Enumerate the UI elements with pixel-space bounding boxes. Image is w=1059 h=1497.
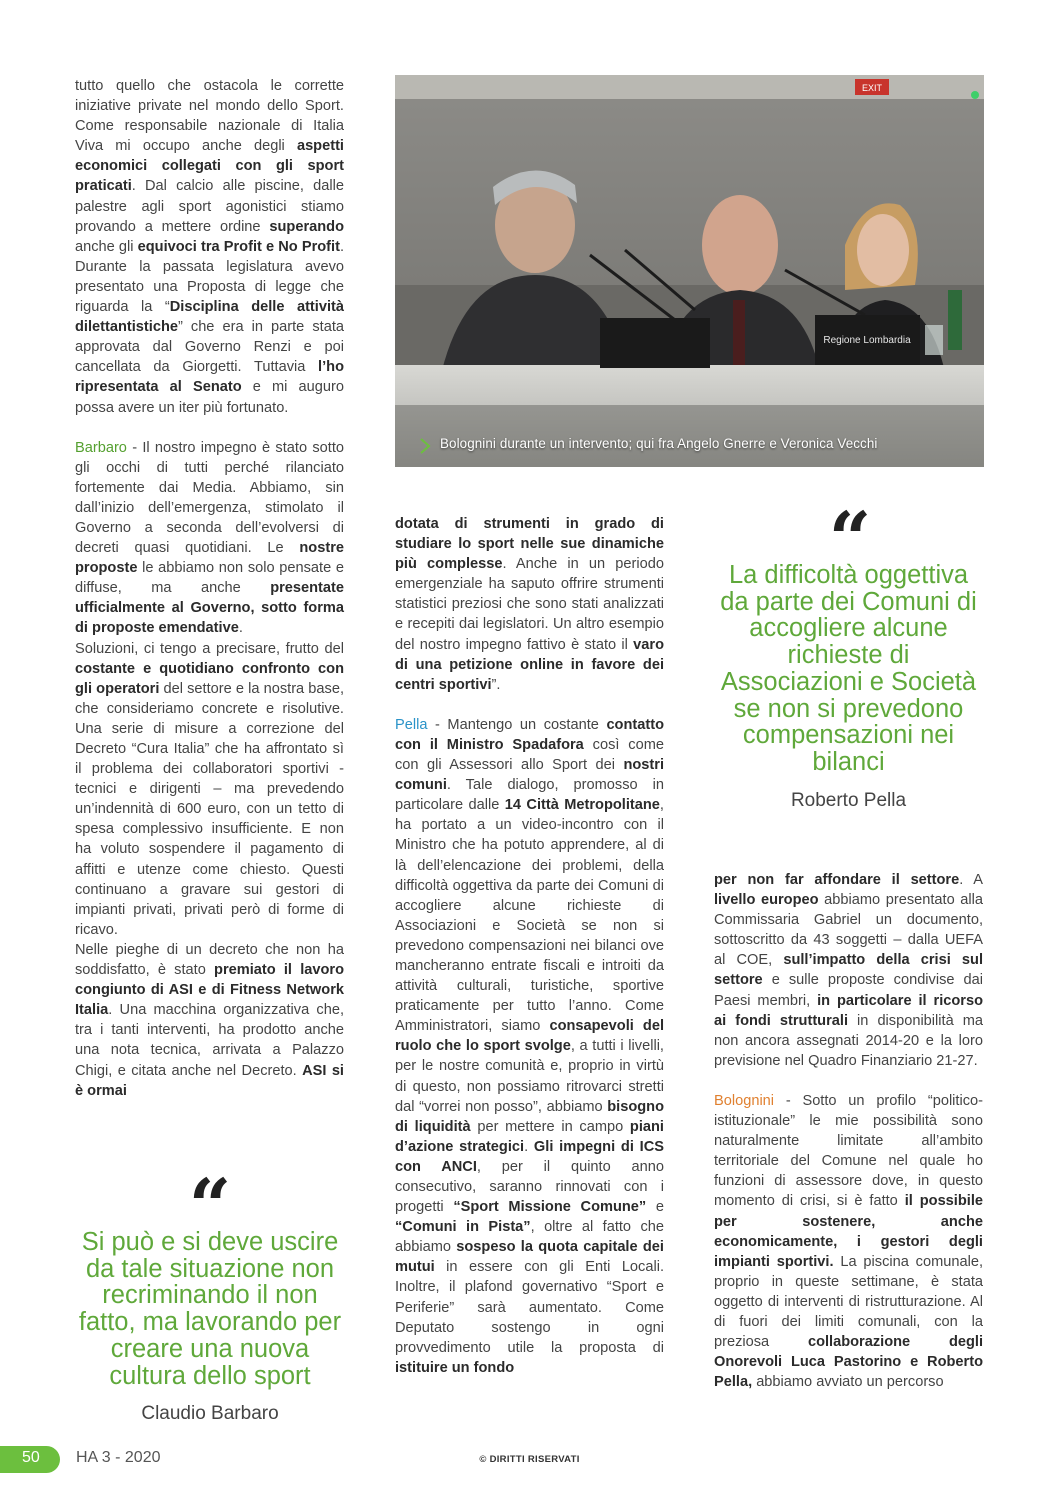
quote-mark-icon: “	[828, 497, 872, 583]
conference-photo	[395, 75, 984, 467]
text-run: .	[524, 1138, 534, 1155]
highlight-text: consapevoli del ruolo che lo sport svolge	[395, 1018, 664, 1055]
text-run: . Dal calcio alle piscine, dalle palestre agli sport agonistici stiamo provando a mettere ordine	[75, 178, 344, 235]
text-run: tutto quello che ostacola le corrette iniziative private nel mondo dello Sport. Come responsabile nazionale di Italia Viva mi occupo anche degli	[75, 78, 344, 155]
text-run: La piscina comunale, proprio in queste settimane, è stata oggetto di interventi di ristrutturazione. Al di fuori dei limiti comunali, con la preziosa	[714, 1253, 984, 1351]
highlight-text: piani d’azione strategici	[395, 1118, 664, 1155]
text-run: del settore e la nostra base, che consideriamo concrete e risolutive. Una serie di misure a correzione del Decreto “Cura Italia” che ha affrontato sì il problema dei collaboratori sportivi - tecnici e dirigenti – ma prevedendo un’indennità di 600 euro, con un tetto di spesa complessivo insufficiente. E non ha voluto sospendere il pagamento di affitti e utenze come chiesto. Questi continuano a gravare sui gestori di impianti privati, privati però di forme di ricavo.	[75, 680, 345, 938]
highlight-text: ASI si è ormai	[75, 1062, 344, 1099]
photo-caption-text: Bolognini durante un intervento; qui fra Angelo Gnerre e Veronica Vecchi	[440, 436, 878, 451]
text-run: . A	[959, 872, 983, 888]
highlight-text: premiato il lavoro congiunto di ASI e di Fitness Network Italia	[75, 962, 344, 1019]
text-run: per mettere in campo	[470, 1118, 630, 1135]
text-run: e	[646, 1199, 665, 1216]
text-run: , oltre al fatto che abbiamo	[395, 1219, 664, 1256]
paragraph-bolognini	[714, 1091, 983, 1392]
highlight-text: collaborazione degli Onorevoli Luca Pastorino e Roberto Pella,	[714, 1334, 983, 1391]
text-run: - Sotto un profilo “politico-istituzionale” le mie possibilità sono naturalmente limitate all’ambito territoriale del Comune nel quale ho funzioni di assessore dove, in questo momento di crisi, si è fatto	[714, 1092, 983, 1210]
highlight-text: contatto con il Ministro Spadafora	[395, 716, 664, 753]
highlight-text: “Comuni in Pista”	[395, 1219, 531, 1236]
text-run: e sulle proposte condivise dai Paesi membri,	[714, 972, 983, 1009]
highlight-text: sull’impatto della crisi sul settore	[714, 952, 983, 989]
highlight-text: il possibile per sostenere, anche economicamente, i gestori degli impianti sportivi.	[714, 1193, 983, 1270]
text-run: abbiamo avviato un percorso	[752, 1374, 944, 1391]
highlight-text: dotata di strumenti in grado di studiare lo sport nelle sue dinamiche più complesse	[395, 516, 664, 573]
highlight-text: in particolare il ricorso ai fondi strutturali	[714, 992, 983, 1029]
paragraph-solutions	[75, 639, 344, 940]
page-number: 50	[22, 1449, 40, 1466]
paragraph-pella	[395, 715, 664, 1378]
speaker-name: Pella	[395, 716, 428, 733]
text-run: in essere con gli Enti Locali. Inoltre, il plafond governativo “Sport e Periferie” sarà aumentato. Come Deputato sostengo in ogni provvedimento utile la proposta di	[395, 1259, 664, 1356]
text-run: Nelle pieghe di un decreto che non ha soddisfatto, è stato	[75, 941, 344, 979]
issue-label: HA 3 - 2020	[76, 1449, 161, 1466]
article-column-2	[395, 514, 664, 1378]
text-run: . Anche in un periodo emergenziale ha saputo offrire strumenti statistici preziosi che sono stati analizzati e recepiti dai legislatori. Un altro esempio del nostro impegno fattivo è stato il	[395, 556, 664, 653]
pull-quote-author-barbaro: Claudio Barbaro	[141, 1403, 279, 1424]
highlight-text: per non far affondare il settore	[714, 872, 960, 888]
text-run: .	[238, 620, 243, 637]
highlight-text: l’ho ripresentata al Senato	[75, 359, 344, 396]
highlight-text: equivoci tra Profit e No Profit	[137, 238, 340, 255]
paragraph-barbaro	[75, 438, 344, 639]
paragraph-decree	[75, 940, 344, 1101]
highlight-text: superando	[269, 218, 344, 235]
chevron-right-icon	[418, 438, 432, 454]
text-run: , a tutti i livelli, per le nostre comunità e, proprio in virtù di questo, non possiamo ritrovarci stretti dal “vorrei non posso”, abbiamo	[395, 1038, 664, 1115]
quote-mark-icon: “	[188, 1164, 232, 1250]
article-column-3	[714, 870, 983, 1392]
speaker-name: Bolognini	[714, 1092, 775, 1109]
paragraph-asi-tools	[395, 514, 664, 695]
pull-quote-pella: La difficoltà oggettiva da parte dei Comuni di accogliere alcune richieste di Associazioni e Società se non si prevedono compensazioni nei bilanci	[720, 561, 977, 776]
highlight-text: Disciplina delle attività dilettantistiche	[75, 299, 344, 336]
highlight-text: varo di una petizione online in favore dei centri sportivi	[395, 636, 664, 693]
text-run: le abbiamo non solo pensate e diffuse, ma anche	[75, 560, 344, 597]
text-run: anche gli	[75, 238, 138, 255]
text-run: , ha portato a un video-incontro con il Ministro che ha potuto apprendere, al di là dell’elencazione dei problemi, della difficoltà oggettiva da parte dei Comuni di accogliere alcune richieste di Associazioni e Società se non si prevedono compensazioni nei bilanci ove mancheranno entrate fiscali e introiti da attività culturali, turistiche, sportive praticamente per tutto l’anno. Come Amministratori, siamo	[395, 797, 664, 1035]
highlight-text: Gli impegni di ICS con ANCI	[395, 1138, 665, 1175]
pull-quote-barbaro: Si può e si deve uscire da tale situazione non recriminando il non fatto, ma lavorando per creare una nuova cultura dello sport	[78, 1228, 342, 1390]
highlight-text: aspetti economici collegati con gli sport praticati	[75, 138, 344, 195]
text-run: - Mantengo un costante	[427, 716, 607, 733]
highlight-text: 14 Città Metropolitane	[504, 797, 660, 814]
highlight-text: nostre proposte	[75, 540, 344, 577]
highlight-text: bisogno di liquidità	[395, 1098, 664, 1135]
paragraph-europe	[714, 870, 983, 1071]
speaker-name: Barbaro	[75, 439, 127, 456]
text-run: e mi auguro possa avere un iter più fortunato.	[75, 379, 344, 416]
name-placard-text: Regione Lombardia	[823, 335, 911, 346]
highlight-text: livello europeo	[714, 892, 819, 909]
text-run: Soluzioni, ci tengo a precisare, frutto del	[75, 640, 344, 657]
highlight-text: “Sport Missione Comune”	[453, 1199, 647, 1216]
text-run: - Il nostro impegno è stato sotto gli occhi di tutti perché rilanciato fortemente dai Media. Abbiamo, sin dall’inizio dell’emergenza, stimolato il Governo a seconda dell’evolversi di decreti quasi quotidiani. Le	[75, 439, 344, 557]
article-column-1	[75, 76, 344, 1101]
text-run: in disponibilità ma non ancora assegnati 2014-20 e la loro previsione nel Quadro Finanziario 21-27.	[714, 1012, 984, 1069]
highlight-text: istituire un fondo	[395, 1359, 515, 1376]
text-run: abbiamo presentato alla Commissaria Gabriel un documento, sottoscritto da 43 soggetti – dalla UEFA al COE,	[714, 892, 984, 969]
exit-sign-text: EXIT	[861, 83, 883, 93]
text-run: ” che era in parte stata approvata dal Governo Renzi e poi cancellata da Giorgetti. Tuttavia	[75, 319, 344, 376]
text-run: , per il quinto anno consecutivo, saranno rinnovati con i progetti	[395, 1158, 664, 1216]
pull-quote-author-pella: Roberto Pella	[790, 790, 907, 811]
highlight-text: presentate ufficialmente al Governo, sotto forma di proposte emendative	[75, 580, 344, 637]
text-run: . Durante la passata legislatura avevo presentato una Proposta di legge che riguarda la “	[75, 238, 344, 316]
highlight-text: costante e quotidiano confronto con gli operatori	[75, 660, 344, 697]
text-run: . Una macchina organizzativa che, tra i tanti interventi, ha prodotto anche una nota tecnica, arrivata a Palazzo Chigi, e citata anche nel Decreto.	[75, 1002, 344, 1079]
text-run: così come con gli Assessori allo Sport dei	[395, 736, 664, 774]
highlight-text: nostri comuni	[395, 757, 664, 794]
highlight-text: sospeso la quota capitale dei mutui	[395, 1239, 664, 1276]
copyright-notice: © DIRITTI RISERVATI	[479, 1454, 580, 1465]
text-run: ”.	[491, 676, 501, 693]
text-run: . Tale dialogo, promosso in particolare dalle	[395, 777, 664, 814]
paragraph-intro	[75, 76, 344, 418]
conference-photo-illustration	[395, 75, 984, 467]
